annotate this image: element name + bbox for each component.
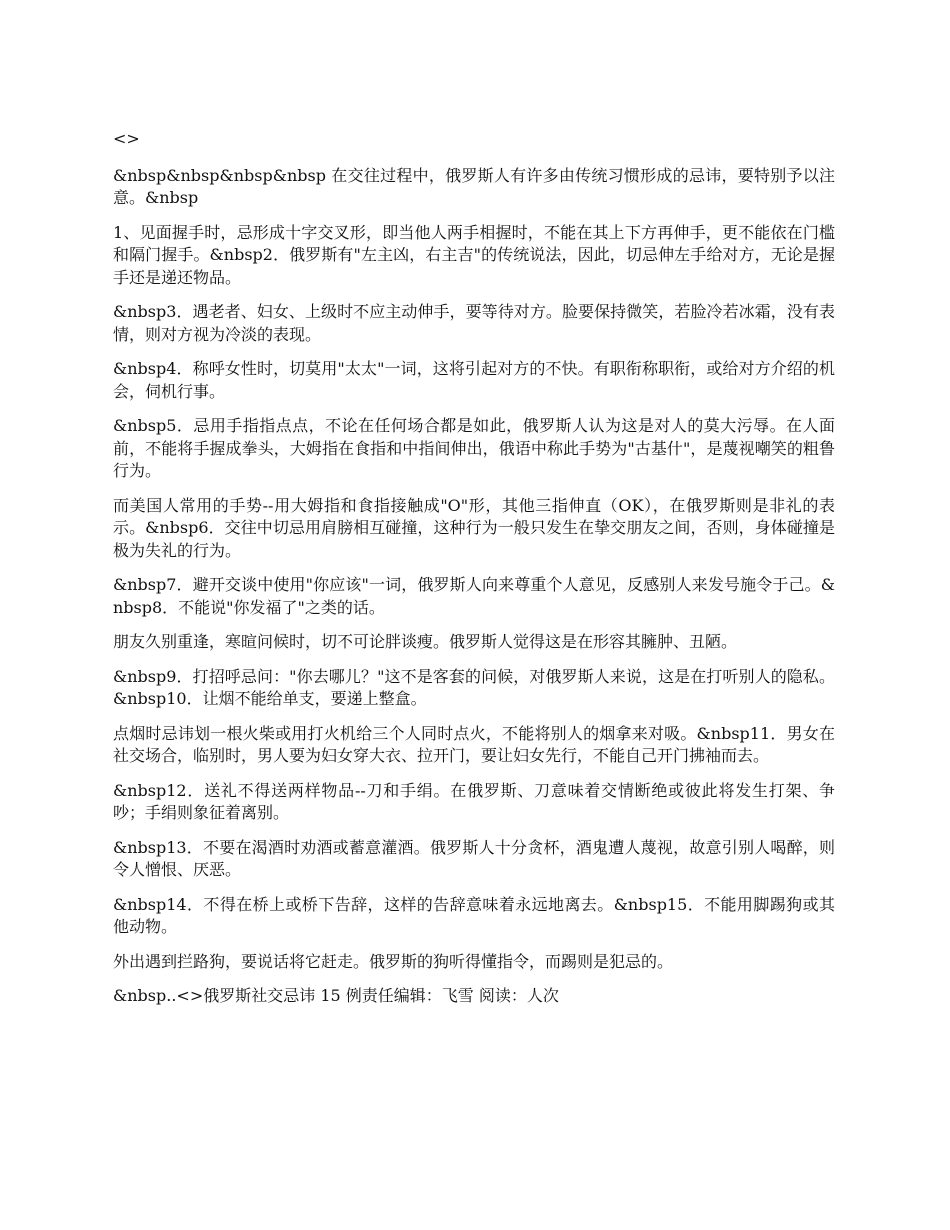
paragraph-rule-9-10: &nbsp9．打招呼忌问："你去哪儿？"这不是客套的问候，对俄罗斯人来说，这是在打听别人的隐私。&nbsp10．让烟不能给单支，要递上整盒。 <box>113 666 835 708</box>
paragraph-rule-5: &nbsp5．忌用手指指点点，不论在任何场合都是如此，俄罗斯人认为这是对人的莫大污辱。在人面前，不能将手握成拳头，大姆指在食指和中指间伸出，俄语中称此手势为"古基什"，是蔑视嘲笑的粗鲁行为。 <box>113 416 835 480</box>
paragraph-rule-12: &nbsp12．送礼不得送两样物品--刀和手绢。在俄罗斯、刀意味着交情断绝或彼此将发生打架、争吵；手绢则象征着离别。 <box>113 780 835 822</box>
paragraph-rule-8-cont: 朋友久别重逢，寒暄问候时，切不可论胖谈瘦。俄罗斯人觉得这是在形容其臃肿、丑陋。 <box>113 632 738 651</box>
paragraph-rule-11: 点烟时忌讳划一根火柴或用打火机给三个人同时点火，不能将别人的烟拿来对吸。&nbsp11．男女在社交场合，临别时，男人要为妇女穿大衣、拉开门，要让妇女先行，不能自己开门拂袖而去。 <box>113 723 835 765</box>
paragraph-rule-7-8: &nbsp7．避开交谈中使用"你应该"一词，俄罗斯人向来尊重个人意见，反感别人来发号施令于己。&nbsp8．不能说"你发福了"之类的话。 <box>113 575 835 617</box>
paragraph-rule-6: 而美国人常用的手势--用大姆指和食指接触成"O"形，其他三指伸直（OK），在俄罗斯则是非礼的表示。&nbsp6．交往中切忌用肩膀相互碰撞，这种行为一般只发生在挚交朋友之间，否则，身体碰撞是极为失礼的行为。 <box>113 495 835 560</box>
paragraph-marker: <> <box>113 129 140 148</box>
paragraph-rule-13: &nbsp13．不要在渴酒时劝酒或蓄意灌酒。俄罗斯人十分贪杯，酒鬼遭人蔑视，故意引别人喝醉，则令人憎恨、厌恶。 <box>113 837 835 879</box>
document-body <box>113 128 835 1020</box>
paragraph-rule-3: &nbsp3．遇老者、妇女、上级时不应主动伸手，要等待对方。脸要保持微笑，若脸冷若冰霜，没有表情，则对方视为冷淡的表现。 <box>113 302 835 344</box>
paragraph-rule-1-2: 1、见面握手时，忌形成十字交叉形，即当他人两手相握时，不能在其上下方再伸手，更不能依在门槛和隔门握手。&nbsp2．俄罗斯有"左主凶，右主吉"的传统说法，因此，切忌伸左手给对方，无论是握手还是递还物品。 <box>113 222 835 287</box>
paragraph-rule-4: &nbsp4．称呼女性时，切莫用"太太"一词，这将引起对方的不快。有职衔称职衔，或给对方介绍的机会，伺机行事。 <box>113 359 835 401</box>
paragraph-rule-15-cont: 外出遇到拦路狗，要说话将它赶走。俄罗斯的狗听得懂指令，而踢则是犯忌的。 <box>113 951 674 971</box>
paragraph-rule-14-15: &nbsp14．不得在桥上或桥下告辞，这样的告辞意味着永远地离去。&nbsp15．不能用脚踢狗或其他动物。 <box>113 894 835 936</box>
paragraph-footer: &nbsp..<>俄罗斯社交忌讳 15 例责任编辑：飞雪 阅读：人次 <box>113 986 559 1005</box>
paragraph-intro: &nbsp&nbsp&nbsp&nbsp 在交往过程中，俄罗斯人有许多由传统习惯形成的忌讳，要特别予以注意。&nbsp <box>113 165 835 207</box>
